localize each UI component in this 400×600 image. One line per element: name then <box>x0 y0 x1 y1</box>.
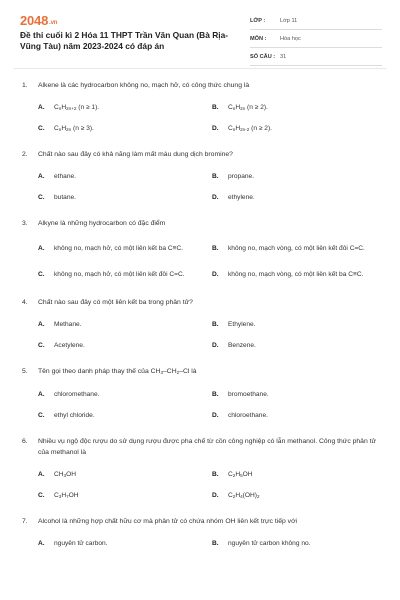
question-number: 6. <box>22 438 28 445</box>
answer-option[interactable] <box>212 405 382 426</box>
option-label: B. <box>212 540 219 547</box>
question-item <box>0 74 400 139</box>
option-label: C. <box>38 342 45 349</box>
site-logo[interactable]: 2048.vn <box>20 13 58 28</box>
answer-options <box>22 166 382 208</box>
option-label: B. <box>212 471 219 478</box>
option-label: A. <box>38 391 45 398</box>
header <box>0 0 400 64</box>
question-number: 2. <box>22 151 28 158</box>
option-text: Methane. <box>54 321 82 328</box>
answer-options <box>22 235 382 287</box>
option-text: không no, mạch hở, có một liên kết đôi C=C. <box>54 270 185 278</box>
meta-value: 31 <box>280 53 287 60</box>
option-text: bromoethane. <box>228 391 269 398</box>
question-list <box>0 74 400 558</box>
option-label: D. <box>212 342 219 349</box>
option-label: A. <box>38 104 45 111</box>
option-label: A. <box>38 173 45 180</box>
meta-row <box>250 12 382 30</box>
answer-option[interactable] <box>212 187 382 208</box>
option-label: B. <box>212 321 219 328</box>
meta-row <box>250 48 382 66</box>
option-text: không no, mạch vòng, có một liên kết ba C≡C. <box>228 270 364 278</box>
option-label: D. <box>212 270 219 278</box>
answer-option[interactable] <box>212 314 382 335</box>
question-item <box>0 510 400 554</box>
question-number: 1. <box>22 82 28 89</box>
option-label: C. <box>38 270 45 278</box>
question-text: Chất nào sau đây có một liên kết ba trong phân tử? <box>38 299 193 306</box>
answer-option[interactable] <box>38 335 208 356</box>
option-text: không no, mạch hở, có một liên kết ba C≡C. <box>54 244 184 252</box>
question-number: 4. <box>22 299 28 306</box>
option-text: nguyên tử carbon. <box>54 540 108 547</box>
answer-option[interactable] <box>212 261 382 287</box>
divider <box>14 68 386 69</box>
meta-row <box>250 30 382 48</box>
question-text: Alkyne là những hydrocarbon có đặc điểm <box>38 220 166 227</box>
option-text: không no, mạch vòng, có một liên kết đôi C=C. <box>228 244 365 252</box>
option-text: $C_3H_7OH$ <box>54 491 79 499</box>
answer-option[interactable] <box>212 118 382 139</box>
option-label: C. <box>38 492 45 499</box>
option-label: B. <box>212 391 219 398</box>
answer-option[interactable] <box>212 464 382 485</box>
answer-option[interactable] <box>38 166 208 187</box>
option-text: ethyl chloride. <box>54 412 95 419</box>
answer-option[interactable] <box>212 235 382 261</box>
question-number: 5. <box>22 368 28 375</box>
option-text: $C_2H_5OH$ <box>228 470 253 478</box>
option-label: A. <box>38 244 45 252</box>
option-label: B. <box>212 173 219 180</box>
option-text: nguyên tử carbon không no. <box>228 540 311 547</box>
option-text: chloroethane. <box>228 412 268 419</box>
answer-option[interactable] <box>38 235 208 261</box>
option-label: A. <box>38 321 45 328</box>
answer-option[interactable] <box>38 261 208 287</box>
answer-options <box>22 97 382 139</box>
answer-option[interactable] <box>212 166 382 187</box>
option-label: D. <box>212 412 219 419</box>
meta-value: Hóa học <box>280 35 301 42</box>
question-item <box>0 291 400 356</box>
option-label: D. <box>212 492 219 499</box>
option-text: $CH_3OH$ <box>54 470 76 478</box>
option-text: $C_nH_{2n}$ (n ≥ 2). <box>228 103 268 111</box>
answer-option[interactable] <box>38 97 208 118</box>
question-text: Chất nào sau đây có khả năng làm mất màu dung dịch bromine? <box>38 151 233 158</box>
answer-option[interactable] <box>212 533 382 554</box>
option-label: C. <box>38 412 45 419</box>
answer-options <box>22 314 382 356</box>
meta-key: MÔN : <box>250 35 267 42</box>
option-text: $C_nH_{2n}$ (n ≥ 3). <box>54 124 94 132</box>
answer-option[interactable] <box>38 187 208 208</box>
option-label: B. <box>212 104 219 111</box>
option-label: A. <box>38 540 45 547</box>
answer-options <box>22 384 382 426</box>
option-label: A. <box>38 471 45 478</box>
option-text: Acetylene. <box>54 342 85 349</box>
answer-option[interactable] <box>212 97 382 118</box>
answer-option[interactable] <box>38 118 208 139</box>
option-text: $C_nH_{2n-2}$ (n ≥ 2). <box>228 124 272 132</box>
question-item <box>0 143 400 208</box>
answer-option[interactable] <box>38 384 208 405</box>
answer-option[interactable] <box>212 384 382 405</box>
answer-option[interactable] <box>212 485 382 506</box>
option-label: C. <box>38 194 45 201</box>
option-text: propane. <box>228 173 255 180</box>
option-label: C. <box>38 125 45 132</box>
answer-option[interactable] <box>38 405 208 426</box>
answer-option[interactable] <box>38 533 208 554</box>
question-number: 7. <box>22 518 28 525</box>
answer-option[interactable] <box>212 335 382 356</box>
document-title: Đề thi cuối kì 2 Hóa 11 THPT Trần Văn Quan (Bà Rịa-Vũng Tàu) năm 2023-2024 có đáp án <box>20 30 229 51</box>
option-text: butane. <box>54 194 76 201</box>
option-label: D. <box>212 125 219 132</box>
option-text: chloromethane. <box>54 391 100 398</box>
question-item <box>0 430 400 506</box>
meta-key: SỐ CÂU : <box>250 53 276 60</box>
answer-options <box>22 464 382 506</box>
option-text: ethylene. <box>228 194 255 201</box>
question-item <box>0 212 400 287</box>
answer-option[interactable] <box>38 485 208 506</box>
option-label: B. <box>212 244 219 252</box>
meta-key: LỚP : <box>250 17 266 24</box>
exam-meta <box>250 12 382 66</box>
meta-value: Lớp 11 <box>280 17 298 24</box>
question-text: Alkene là các hydrocarbon không no, mạch hở, có công thức chung là <box>38 82 250 89</box>
option-label: D. <box>212 194 219 201</box>
question-item <box>0 360 400 426</box>
question-text: Alcohol là những hợp chất hữu cơ mà phân tử có chứa nhóm OH liên kết trực tiếp với <box>38 518 298 525</box>
option-text: ethane. <box>54 173 76 180</box>
option-text: $C_nH_{2n+2}$ (n ≥ 1). <box>54 103 100 111</box>
question-text: Nhiều vụ ngộ độc rượu do sử dụng rượu được pha chế từ cồn công nghiệp có lẫn methanol. Công thức phân tử của methanol là <box>38 438 377 456</box>
question-number: 3. <box>22 220 28 227</box>
option-text: Ethylene. <box>228 321 256 328</box>
answer-options <box>22 533 382 554</box>
option-text: $C_2H_4(OH)_2$ <box>228 491 260 499</box>
question-text: Tên gọi theo danh pháp thay thế của $CH_3-CH_2-Cl$ là <box>38 368 197 375</box>
answer-option[interactable] <box>38 314 208 335</box>
answer-option[interactable] <box>38 464 208 485</box>
option-text: Benzene. <box>228 342 256 349</box>
